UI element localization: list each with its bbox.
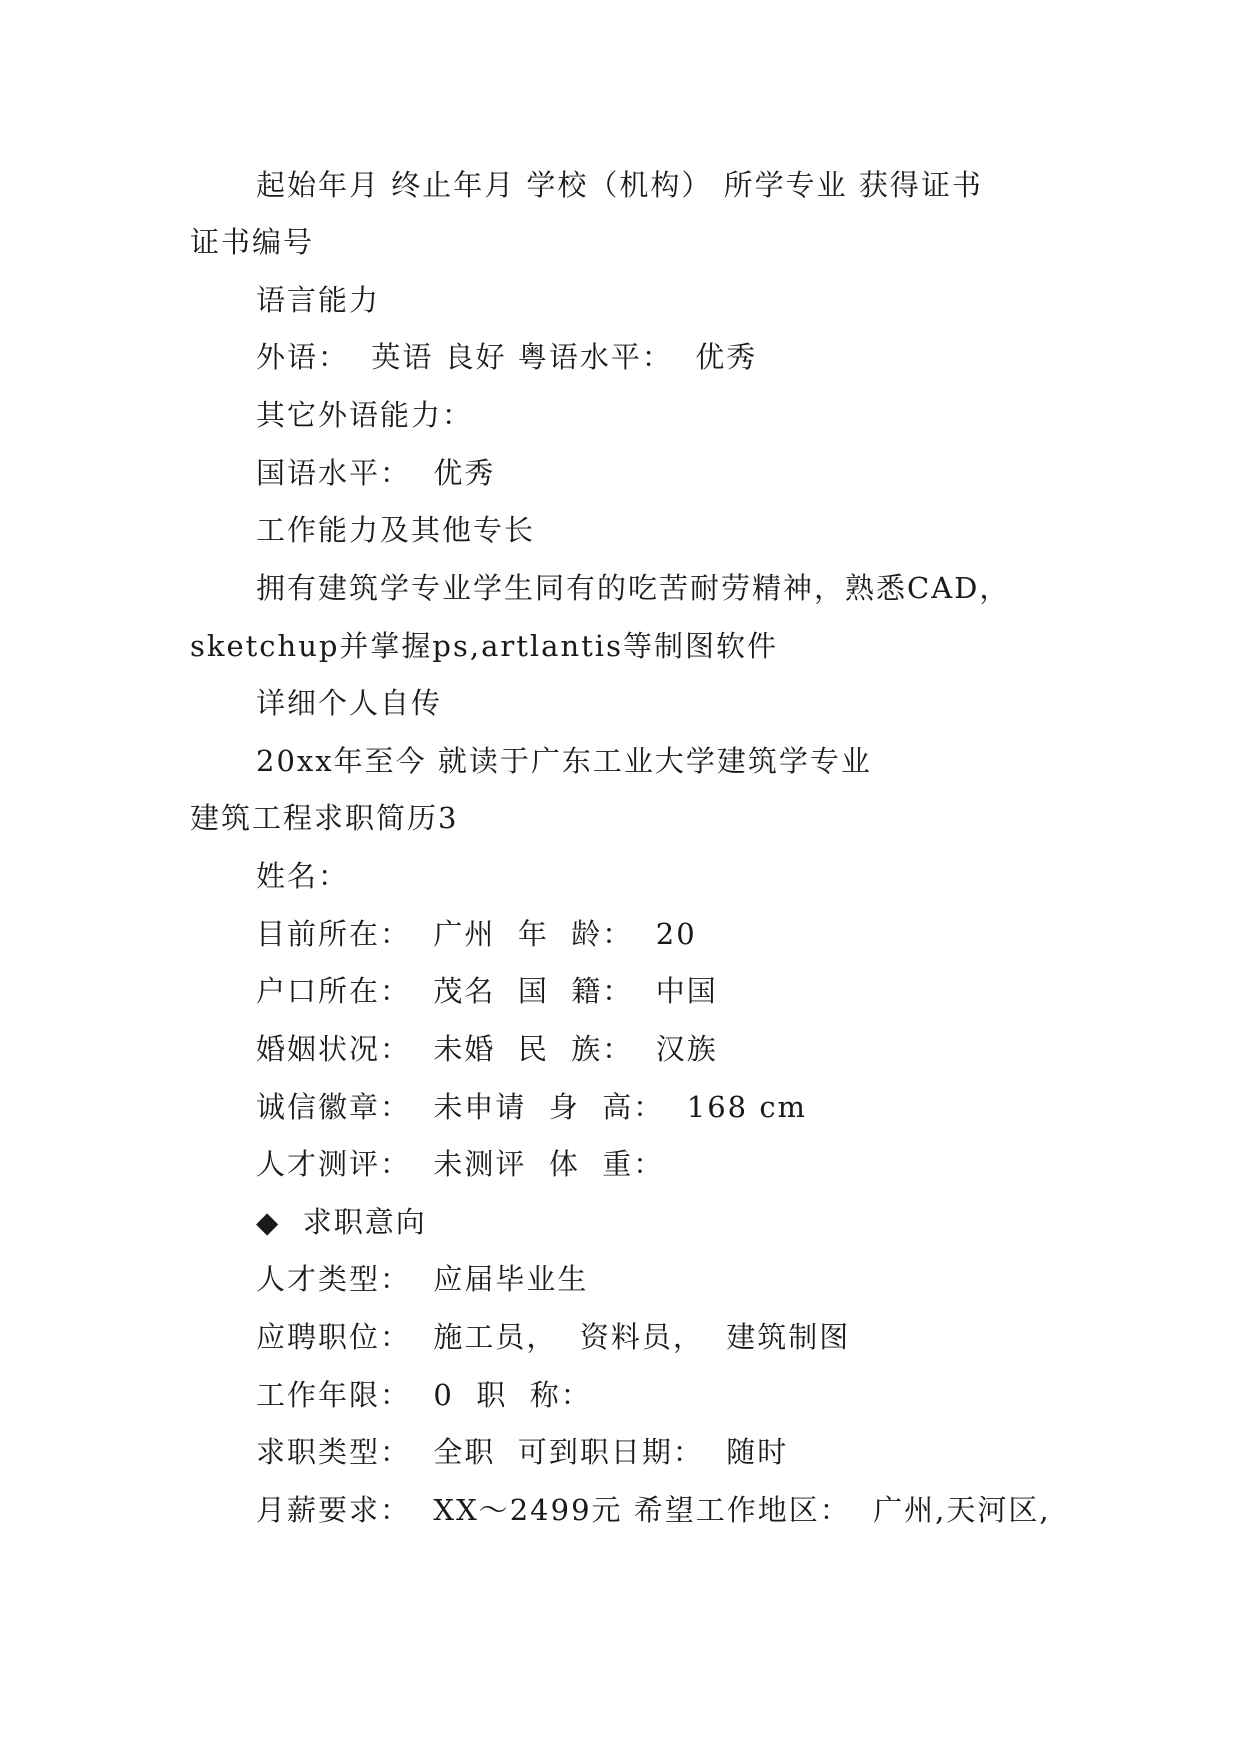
mandarin-level-line: 国语水平： 优秀 bbox=[256, 456, 496, 490]
hukou-nationality-line: 户口所在： 茂名 国 籍： 中国 bbox=[256, 974, 718, 1008]
marital-ethnicity-line: 婚姻状况： 未婚 民 族： 汉族 bbox=[256, 1032, 718, 1066]
autobiography-line: 20xx年至今 就读于广东工业大学建筑学专业 bbox=[256, 744, 872, 778]
location-age-line: 目前所在： 广州 年 龄： 20 bbox=[256, 917, 697, 951]
assessment-weight-line: 人才测评： 未测评 体 重： bbox=[256, 1147, 665, 1181]
language-section-heading: 语言能力 bbox=[256, 283, 381, 317]
autobiography-section-heading: 详细个人自传 bbox=[256, 686, 443, 720]
foreign-language-line: 外语： 英语 良好 粤语水平： 优秀 bbox=[256, 340, 758, 374]
work-years-title-line: 工作年限： 0 职 称： bbox=[256, 1378, 592, 1412]
job-intention-heading: ◆ 求职意向 bbox=[256, 1205, 427, 1239]
applied-position-line: 应聘职位： 施工员， 资料员， 建筑制图 bbox=[256, 1320, 851, 1354]
skills-description-line: 拥有建筑学专业学生同有的吃苦耐劳精神，熟悉CAD， bbox=[256, 571, 1011, 605]
name-line: 姓名： bbox=[256, 859, 350, 893]
education-header-continuation: 证书编号 bbox=[190, 225, 315, 259]
salary-location-line: 月薪要求： XX～2499元 希望工作地区： 广州,天河区, bbox=[256, 1493, 1051, 1527]
education-header-line: 起始年月 终止年月 学校（机构） 所学专业 获得证书 bbox=[256, 168, 983, 202]
talent-type-line: 人才类型： 应届毕业生 bbox=[256, 1262, 589, 1296]
badge-height-line: 诚信徽章： 未申请 身 高： 168 cm bbox=[256, 1090, 808, 1124]
resume-title: 建筑工程求职简历3 bbox=[190, 801, 459, 835]
skills-section-heading: 工作能力及其他专长 bbox=[256, 513, 536, 547]
other-language-line: 其它外语能力： bbox=[256, 398, 474, 432]
skills-description-continuation: sketchup并掌握ps,artlantis等制图软件 bbox=[190, 629, 778, 663]
job-type-availability-line: 求职类型： 全职 可到职日期： 随时 bbox=[256, 1435, 789, 1469]
